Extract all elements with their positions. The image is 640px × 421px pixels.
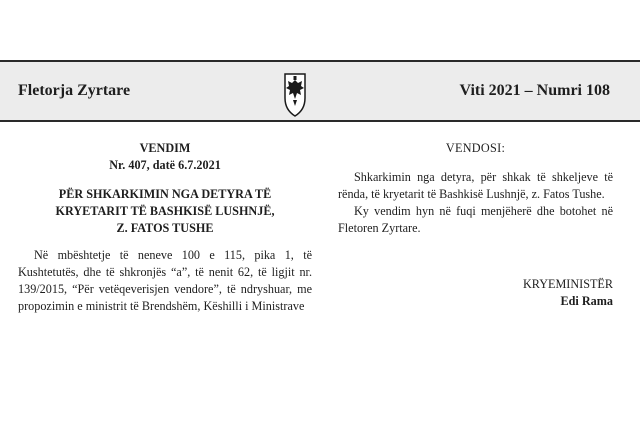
signature-name: Edi Rama [560, 294, 613, 308]
decision-column [18, 140, 312, 315]
signature-role: KRYEMINISTËR [522, 277, 613, 291]
decision-title-line: PËR SHKARKIMIN NGA DETYRA TË [58, 187, 272, 201]
decision-title-line: KRYETARIT TË BASHKISË LUSHNJË, [55, 204, 275, 218]
albanian-eagle-emblem-icon [281, 66, 309, 118]
issue-number: Viti 2021 – Numri 108 [459, 82, 610, 99]
vendosi-heading: VENDOSI: [445, 141, 506, 155]
decision-title-line: Z. FATOS TUSHE [116, 221, 214, 235]
decision-preamble: Në mbështetje të neneve 100 e 115, pika 1, të Kushtetutës, dhe të shkronjës “a”, të nenit 62, të ligjit nr. 139/2015, “Për vetëqeverisjen vendore”, të ndryshuar, me propozimin e ministrit të Brendshëm, Këshilli i Ministrave [18, 248, 312, 313]
decision-title [18, 186, 312, 237]
resolution-column [338, 140, 613, 308]
gazette-header [0, 60, 640, 122]
resolution-point: Shkarkimin nga detyra, për shkak të shkeljeve të rënda, të kryetarit të Bashkisë Lushnjë, z. Fatos Tushe. [338, 170, 613, 201]
gazette-name: Fletorja Zyrtare [18, 82, 131, 99]
signature-block [523, 276, 613, 310]
resolution-point: Ky vendim hyn në fuqi menjëherë dhe botohet në Fletoren Zyrtare. [338, 204, 613, 235]
decision-heading: VENDIM [139, 141, 191, 155]
decision-number: Nr. 407, datë 6.7.2021 [109, 158, 221, 172]
